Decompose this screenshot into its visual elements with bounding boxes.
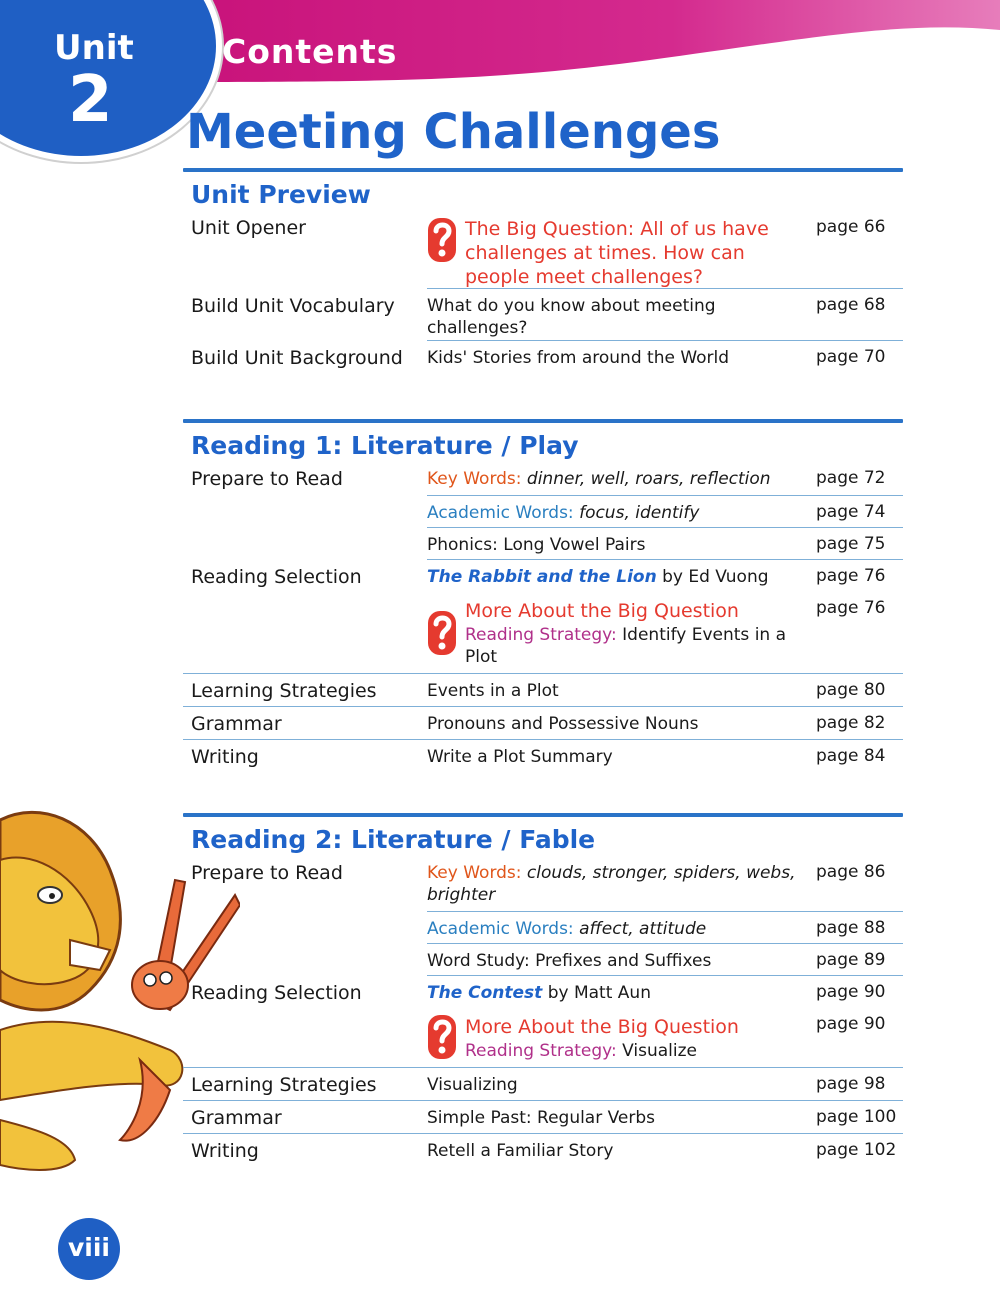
- row-label: Reading Selection: [191, 566, 362, 588]
- big-question-icon: [427, 610, 457, 656]
- toc-row[interactable]: [183, 674, 903, 707]
- row-text: [427, 468, 808, 496]
- row-label: Learning Strategies: [183, 680, 427, 707]
- key-words: dinner, well, roars, reflection: [526, 469, 771, 489]
- toc-row[interactable]: [183, 341, 903, 375]
- toc-row[interactable]: [183, 496, 903, 528]
- toc-row[interactable]: [183, 1134, 903, 1167]
- grammar-label-2: Simple Past:: [427, 1108, 532, 1128]
- row-text: [427, 982, 808, 1008]
- row-page: page 74: [808, 502, 903, 528]
- unit-label: Unit: [54, 28, 134, 68]
- strategy-text: Visualize: [622, 1041, 698, 1061]
- row-label: Build Unit Vocabulary: [191, 295, 395, 317]
- row-text: [427, 502, 808, 528]
- strategy-text: Identify Events in a Plot: [465, 625, 787, 667]
- row-page: page 86: [808, 862, 903, 912]
- row-text: Pronouns and Possessive Nouns: [427, 713, 808, 740]
- row-label: Writing: [191, 746, 259, 768]
- toc-row[interactable]: [183, 1068, 903, 1101]
- reading2-section: [183, 813, 903, 1167]
- row-text: Kids' Stories from around the World: [427, 348, 730, 368]
- row-text: [427, 918, 808, 944]
- key-words-label: Key Words:: [427, 469, 522, 489]
- row-label: Prepare to Read: [191, 468, 343, 490]
- row-page: page 102: [816, 1140, 897, 1160]
- row-text: [427, 1014, 808, 1068]
- selection-title: The Contest: [427, 983, 543, 1003]
- row-text: [427, 534, 808, 560]
- row-label: Learning Strategies: [183, 1074, 427, 1101]
- toc-row[interactable]: [183, 213, 903, 289]
- row-page: page 90: [808, 1014, 903, 1068]
- academic-words-label: Academic Words:: [427, 919, 574, 939]
- row-text: Visualizing: [427, 1074, 808, 1101]
- row-label: Reading Selection: [191, 982, 362, 1004]
- row-text: What do you know about meeting challenges?: [427, 295, 808, 341]
- grammar-text: Regular Verbs: [537, 1108, 656, 1128]
- row-page: page 88: [808, 918, 903, 944]
- toc-row[interactable]: [183, 858, 903, 912]
- row-label: Writing: [191, 1140, 259, 1162]
- row-text: [427, 862, 808, 912]
- unit-preview-section: [183, 168, 903, 375]
- selection-author: by Matt Aun: [547, 983, 651, 1003]
- row-page: page 80: [808, 680, 903, 707]
- word-study-text: Prefixes and Suffixes: [535, 951, 712, 971]
- row-page: page 70: [816, 347, 886, 367]
- row-page: page 75: [808, 534, 903, 560]
- row-text: Events in a Plot: [427, 680, 808, 707]
- more-about-label: More About the Big Question: [465, 600, 739, 622]
- row-page: page 76: [808, 598, 903, 674]
- row-page: page 66: [808, 217, 903, 289]
- big-question-icon: [427, 1014, 457, 1060]
- row-page: page 84: [816, 746, 886, 766]
- toc-row[interactable]: [183, 289, 903, 341]
- toc-row[interactable]: [183, 464, 903, 496]
- strategy-label: Reading Strategy:: [465, 625, 617, 645]
- toc-row[interactable]: [183, 1101, 903, 1134]
- strategy-label: Reading Strategy:: [465, 1041, 617, 1061]
- page-title: Meeting Challenges: [186, 104, 721, 160]
- toc-row[interactable]: [183, 707, 903, 740]
- row-page: page 89: [808, 950, 903, 976]
- row-text: Write a Plot Summary: [427, 747, 613, 767]
- row-page: page 98: [808, 1074, 903, 1101]
- row-text: [427, 598, 808, 674]
- row-page: page 72: [808, 468, 903, 496]
- academic-words: affect, attitude: [579, 919, 707, 939]
- more-about-label: More About the Big Question: [465, 1016, 739, 1038]
- row-label: Unit Opener: [191, 217, 306, 239]
- unit-number: 2: [68, 63, 113, 137]
- selection-title: The Rabbit and the Lion: [427, 567, 657, 587]
- row-text: [427, 566, 808, 592]
- toc-row[interactable]: [183, 1008, 903, 1068]
- toc-row[interactable]: [183, 528, 903, 560]
- toc-row[interactable]: [183, 944, 903, 976]
- toc-row[interactable]: [183, 592, 903, 674]
- section-rule: [183, 419, 903, 423]
- toc-row[interactable]: [183, 976, 903, 1008]
- section-title: Unit Preview: [191, 180, 371, 209]
- selection-author: by Ed Vuong: [662, 567, 769, 587]
- section-rule: [183, 168, 903, 172]
- row-text: [427, 217, 808, 289]
- big-question-icon: [427, 217, 457, 263]
- reading1-section: [183, 419, 903, 773]
- academic-words: focus, identify: [579, 503, 700, 523]
- row-page: page 82: [808, 713, 903, 740]
- row-page: page 100: [808, 1107, 903, 1134]
- row-page: page 90: [816, 982, 886, 1002]
- word-study-label: Word Study:: [427, 951, 530, 971]
- row-text: [427, 950, 808, 976]
- phonics-text: Long Vowel Pairs: [503, 535, 646, 555]
- page-number-badge: viii: [58, 1218, 120, 1280]
- toc-row[interactable]: [183, 912, 903, 944]
- key-words-label: Key Words:: [427, 863, 522, 883]
- section-rule: [183, 813, 903, 817]
- row-label: Grammar: [183, 713, 427, 740]
- section-title: Reading 1: Literature / Play: [191, 431, 579, 460]
- row-label: Grammar: [183, 1107, 427, 1134]
- toc-row[interactable]: [183, 560, 903, 592]
- row-label: Prepare to Read: [191, 862, 343, 884]
- phonics-label: Phonics:: [427, 535, 498, 555]
- toc-row[interactable]: [183, 740, 903, 773]
- section-title: Reading 2: Literature / Fable: [191, 825, 596, 854]
- contents-label: Contents: [222, 32, 398, 71]
- row-page: page 68: [808, 295, 903, 341]
- big-question-text: The Big Question: All of us have challenges at times. How can people meet challenges?: [465, 218, 769, 288]
- key-words: clouds, stronger, spiders, webs, brighter: [427, 863, 796, 905]
- row-text: [427, 1107, 808, 1134]
- row-page: page 76: [816, 566, 886, 586]
- row-label: Build Unit Background: [191, 347, 403, 369]
- academic-words-label: Academic Words:: [427, 503, 574, 523]
- row-text: Retell a Familiar Story: [427, 1141, 614, 1161]
